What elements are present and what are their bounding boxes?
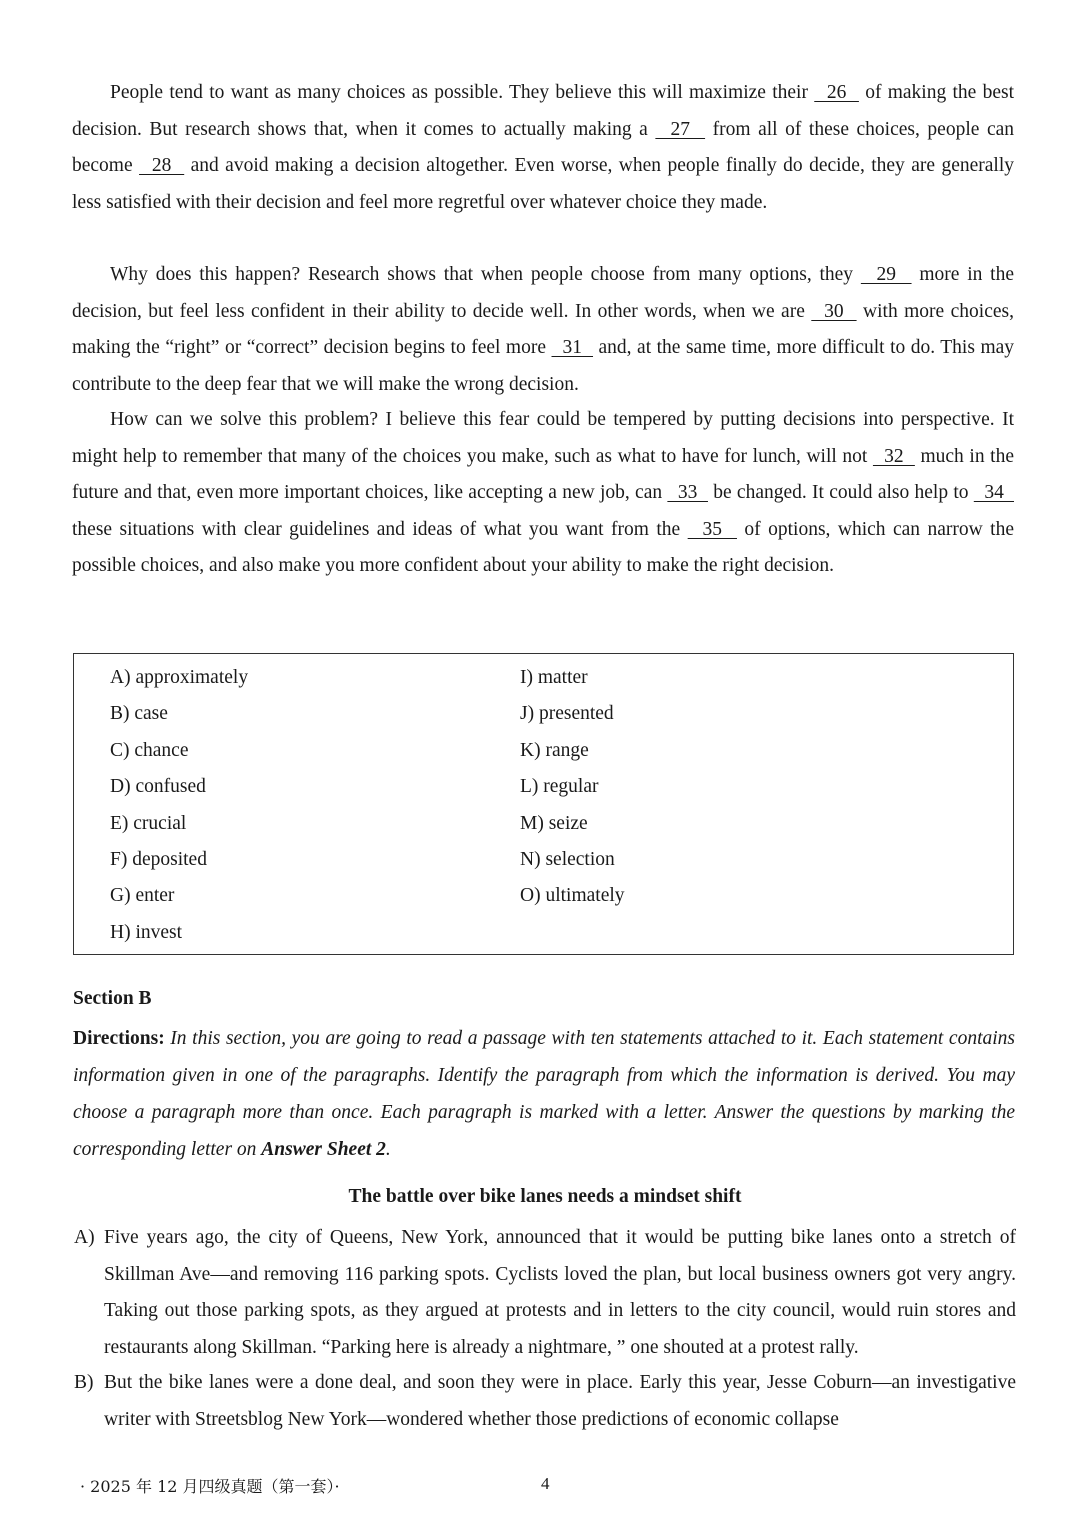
word-bank-left-column — [110, 660, 248, 951]
directions — [73, 1020, 1015, 1168]
blank-34: 34 — [973, 482, 1014, 503]
word-option: F) deposited — [110, 848, 207, 870]
blank-32: 32 — [872, 445, 915, 467]
word-option: N) selection — [520, 848, 615, 870]
word-option: C) chance — [110, 739, 189, 761]
directions-label: Directions: — [73, 1028, 165, 1049]
word-option: E) crucial — [110, 812, 187, 834]
word-option: A) approximately — [110, 667, 249, 688]
word-option: I) matter — [520, 667, 588, 688]
answer-sheet-ref: Answer Sheet 2 — [261, 1139, 386, 1160]
directions-text: In this section, you are going to read a passage with ten statements attached to it. Each statement contains information given in one of the paragraphs. Identify the paragraph from which the information is derived. You may choose a paragraph more than once. Each paragraph is marked with a letter. Answer the questions by marking the corresponding letter on — [73, 1028, 1015, 1160]
word-option: M) seize — [520, 812, 588, 834]
passage-paragraph-a — [72, 1220, 1016, 1366]
blank-35: 35 — [687, 518, 737, 540]
word-option: O) ultimately — [520, 885, 625, 907]
paragraph-text: Five years ago, the city of Queens, New York, announced that it would be putting bike lanes onto a stretch of Skillman Ave—and removing 116 parking spots. Cyclists loved the plan, but local business owners got very angry. Taking out those parking spots, as they argued at protests and in letters to the city council, would ruin stores and restaurants along Skillman. “Parking here is already a nightmare, ” one shouted at a protest rally. — [104, 1227, 1016, 1358]
blank-29: 29 — [860, 264, 912, 285]
word-option: B) case — [110, 703, 168, 725]
word-option: D) confused — [110, 776, 206, 798]
footer-label: · 2025 年 12 月四级真题（第一套）· — [80, 1477, 340, 1496]
passage-paragraph-b — [72, 1365, 1016, 1438]
paragraph-2: Why does this happen? Research shows that when people choose from many options, they 29 more in the decision, but feel less confident in their ability to decide well. In other words, when we are 30 with more choices, making the “right” or “correct” decision begins to feel more 31 and, at the same time, more difficult to do. This may contribute to the deep fear that we will make the wrong decision. — [72, 264, 1015, 395]
word-bank-right-column — [520, 660, 625, 915]
blank-26: 26 — [814, 82, 859, 103]
paragraph-marker: A) — [74, 1227, 95, 1248]
page-number: 4 — [541, 1474, 550, 1493]
blank-28: 28 — [139, 155, 185, 176]
word-option: G) enter — [110, 885, 175, 907]
paragraph-text: But the bike lanes were a done deal, and soon they were in place. Early this year, Jesse Coburn—an investigative writer with Streetsblog New York—wondered whether those predictions of economic collapse — [104, 1372, 1016, 1430]
blank-27: 27 — [655, 118, 706, 140]
passage-title: The battle over bike lanes needs a mindset shift — [348, 1186, 742, 1207]
blank-30: 30 — [811, 300, 857, 322]
paragraph-1: People tend to want as many choices as possible. They believe this will maximize their 26 of making the best decision. But research shows that, when it comes to actually making a 27 from all of these choices, people can become 28 and avoid making a decision altogether. Even worse, when people finally do decide, they are generally less satisfied with their decision and feel more regretful over whatever choice they made. — [72, 82, 1015, 213]
word-option: J) presented — [520, 703, 614, 725]
word-option: K) range — [520, 739, 589, 761]
paragraph-marker: B) — [74, 1372, 94, 1393]
section-b-title: Section B — [73, 988, 152, 1009]
blank-31: 31 — [551, 337, 594, 358]
directions-end: . — [385, 1139, 391, 1160]
blank-33: 33 — [667, 482, 708, 503]
word-bank-box — [73, 653, 1014, 955]
word-option: L) regular — [520, 776, 599, 798]
word-option: H) invest — [110, 921, 183, 943]
paragraph-3: How can we solve this problem? I believe this fear could be tempered by putting decisions into perspective. It might help to remember that many of the choices you make, such as what to have for lunch, will not 32 much in the future and that, even more important choices, like accepting a new job, can 33 be changed. It could also help to 34 these situations with clear guidelines and ideas of what you want from the 35 of options, which can narrow the possible choices, and also make you more confident about your ability to make the right decision. — [72, 409, 1015, 576]
